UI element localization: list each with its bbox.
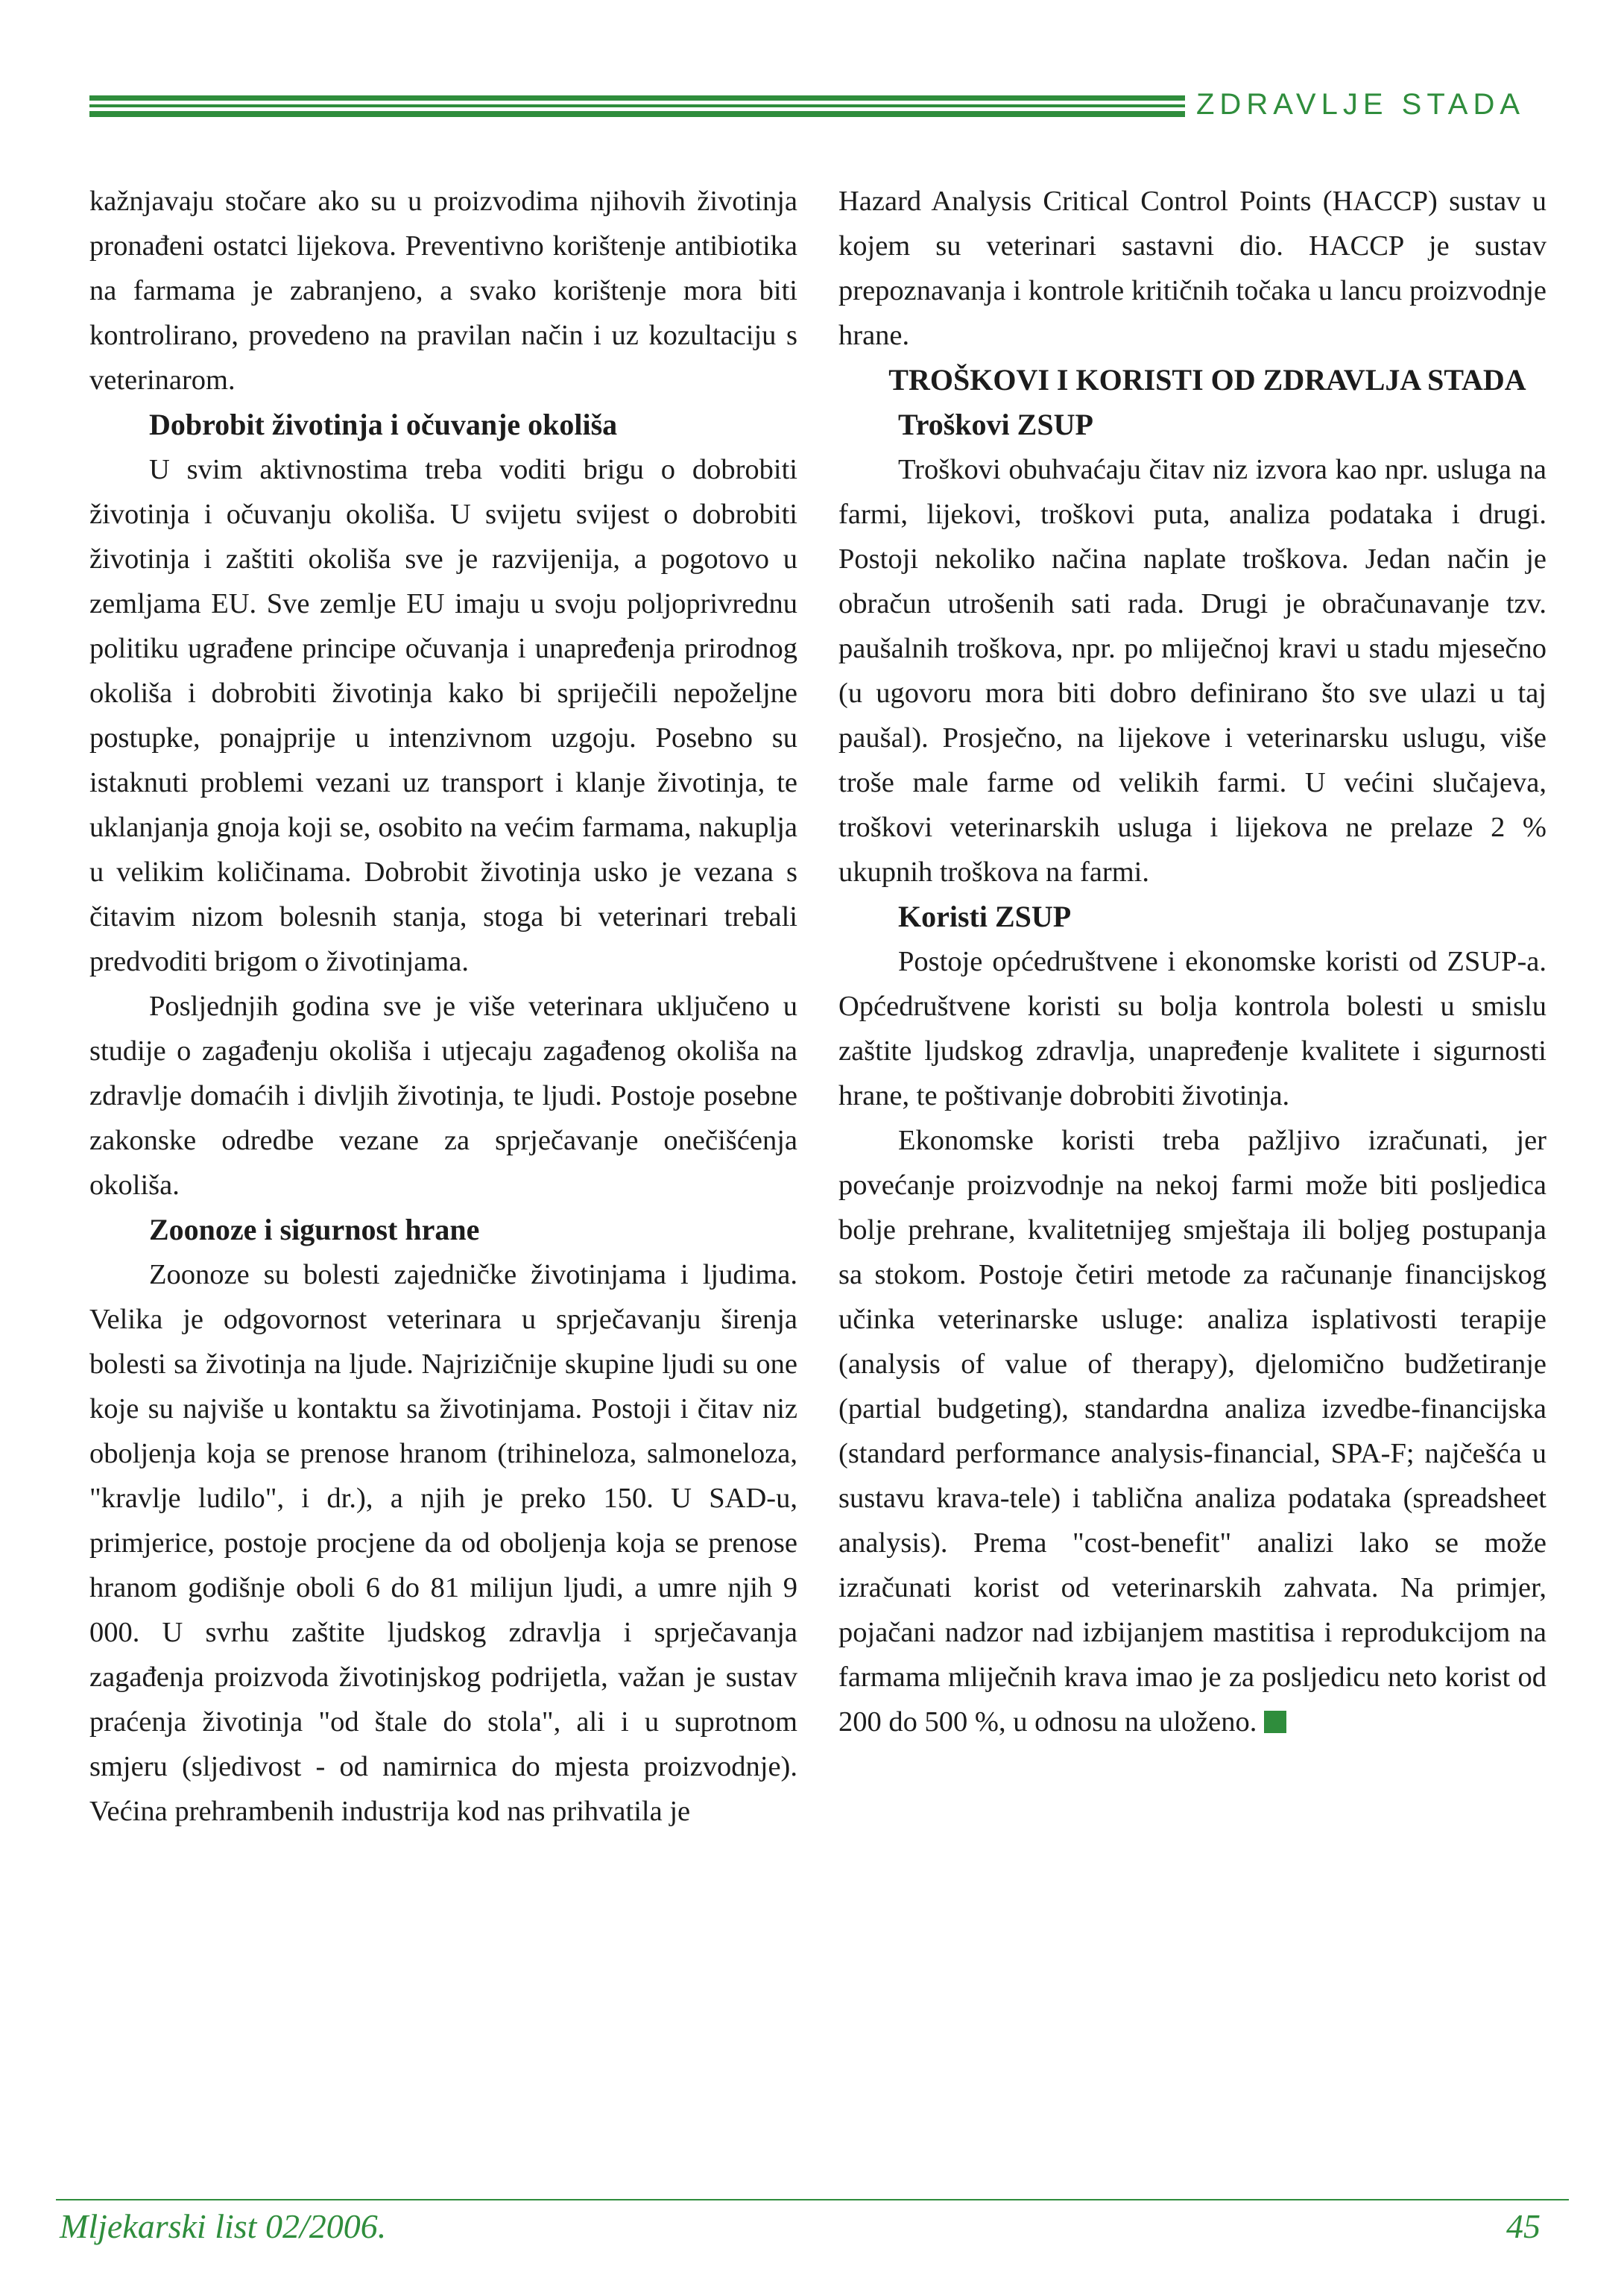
paragraph: kažnjavaju stočare ako su u proizvodima njihovih životinja pronađeni ostatci lijekova. Preventivno korištenje antibiotika na farmama je zabranjeno, a svako korištenje mora biti kontrolirano, provedeno na pravilan način i uz kozultaciju s veterinarom. <box>89 186 797 396</box>
section-heading: TROŠKOVI I KORISTI OD ZDRAVLJA STADA <box>888 363 1526 397</box>
page-number: 45 <box>1506 2207 1541 2245</box>
paragraph: Hazard Analysis Critical Control Points (HACCP) sustav u kojem su veterinari sastavni dio. HACCP je sustav prepoznavanja i kontrole kritičnih točaka u lancu proizvodnje hrane. <box>838 186 1546 351</box>
right-column <box>838 179 1546 1744</box>
subheading-benefits: Koristi ZSUP <box>898 900 1072 933</box>
header-rule <box>89 95 1185 118</box>
paragraph-text: Ekonomske koristi treba pažljivo izračunati, jer povećanje proizvodnje na nekoj farmi može biti posljedica bolje prehrane, kvalitetnijeg smještaja ili boljeg postupanja sa stokom. Postoje četiri metode za računanje financijskog učinka veterinarske usluge: analiza isplativosti terapije (analysis of value of therapy), djelomično budžetiranje (partial budgeting), standardna analiza izvedbe-financijska (standard performance analysis-financial, SPA-F; najčešća u sustavu krava-tele) i tablična analiza podataka (spreadsheet analysis). Prema "cost-benefit" analizi lako se može izračunati korist od veterinarskih zahvata. Na primjer, pojačani nadzor nad izbijanjem mastitisa i reprodukcijom na farmama mliječnih krava imao je za posljedicu neto korist od 200 do 500 %, u odnosu na uloženo. <box>838 1125 1546 1738</box>
subheading-zoonoses: Zoonoze i sigurnost hrane <box>149 1213 480 1246</box>
paragraph: Posljednjih godina sve je više veterinara uključeno u studije o zagađenju okoliša i utjecaju zagađenog okoliša na zdravlje domaćih i divljih životinja, te ljudi. Postoje posebne zakonske odredbe vezane za sprječavanje onečišćenja okoliša. <box>89 991 797 1201</box>
subheading-welfare: Dobrobit životinja i očuvanje okoliša <box>149 408 618 441</box>
left-column <box>89 179 797 1834</box>
paragraph: U svim aktivnostima treba voditi brigu o dobrobiti životinja i očuvanju okoliša. U svijetu svijest o dobrobiti životinja i zaštiti okoliša sve je razvijenija, a pogotovo u zemljama EU. Sve zemlje EU imaju u svoju poljoprivrednu politiku ugrađene principe očuvanja i unapređenja prirodnog okoliša i dobrobiti životinja kako bi spriječili nepoželjne postupke, ponajprije u intenzivnom uzgoju. Posebno su istaknuti problemi vezani uz transport i klanje životinja, te uklanjanja gnoja koji se, osobito na većim farmama, nakuplja u velikim količinama. Dobrobit životinja usko je vezana s čitavim nizom bolesnih stanja, stoga bi veterinari trebali predvoditi brigom o životinjama. <box>89 454 797 977</box>
end-of-article-square-icon <box>1264 1711 1286 1733</box>
section-label: ZDRAVLJE STADA <box>1196 88 1526 121</box>
paragraph: Troškovi obuhvaćaju čitav niz izvora kao npr. usluga na farmi, lijekovi, troškovi puta, analiza podataka i drugi. Postoji nekoliko načina naplate troškova. Jedan način je obračun utrošenih sati rada. Drugi je obračunavanje tzv. paušalnih troškova, npr. po mliječnoj kravi u stadu mjesečno (u ugovoru mora biti dobro definirano što sve ulazi u taj paušal). Prosječno, na lijekove i veterinarsku uslugu, više troše male farme od velikih farmi. U većini slučajeva, troškovi veterinarskih usluga i lijekova ne prelaze 2 % ukupnih troškova na farmi. <box>838 454 1546 888</box>
paragraph: Zoonoze su bolesti zajedničke životinjama i ljudima. Velika je odgovornost veterinara u sprječavanju širenja bolesti sa životinja na ljude. Najrizičnije skupine ljudi su one koje su najviše u kontaktu sa životinjama. Postoji i čitav niz oboljenja koja se prenose hranom (trihineloza, salmoneloza, "kravlje ludilo", i dr.), a njih je preko 150. U SAD-u, primjerice, postoje procjene da od oboljenja koja se prenose hranom godišnje oboli 6 do 81 milijun ljudi, a umre njih 9 000. U svrhu zaštite ljudskog zdravlja i sprječavanja zagađenja proizvoda životinjskog podrijetla, važan je sustav praćenja životinja "od štale do stola", ali i u suprotnom smjeru (sljedivost - od namirnica do mjesta proizvodnje). Većina prehrambenih industrija kod nas prihvatila je <box>89 1259 797 1827</box>
footer-rule <box>56 2199 1569 2200</box>
paragraph-final <box>838 1118 1546 1744</box>
journal-citation: Mljekarski list 02/2006. <box>60 2207 387 2245</box>
paragraph: Postoje općedruštvene i ekonomske koristi od ZSUP-a. Općedruštvene koristi su bolja kontrola bolesti u smislu zaštite ljudskog zdravlja, unapređenje kvalitete i sigurnosti hrane, te poštivanje dobrobiti životinja. <box>838 946 1546 1111</box>
subheading-costs: Troškovi ZSUP <box>898 408 1093 441</box>
